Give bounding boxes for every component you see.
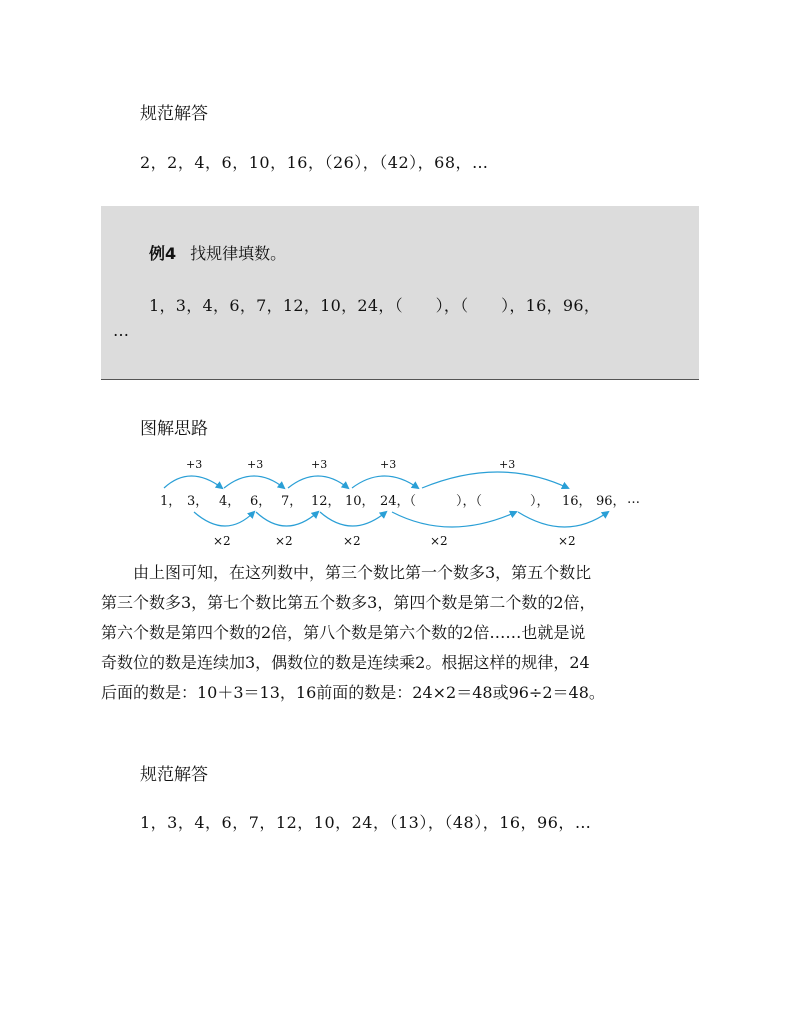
- answer-heading-1: 规范解答: [140, 104, 208, 124]
- plus-label-4: +3: [380, 458, 397, 471]
- explanation-line: 第六个数是第四个数的2倍，第八个数是第六个数的2倍……也就是说: [101, 623, 586, 642]
- example-label: 例4: [149, 244, 177, 263]
- answer-heading-2: 规范解答: [140, 765, 208, 785]
- times-arc-4: [392, 512, 516, 527]
- answer-sequence-1: 2，2，4，6，10，16，（26），（42），68，…: [140, 153, 489, 172]
- plus-arc-4: [352, 476, 418, 488]
- example-sequence-line2: …: [113, 321, 129, 340]
- diagram-num-24: 24，（: [380, 494, 417, 509]
- diagram-num-6: 6，: [250, 494, 272, 509]
- diagram-blank-close: ），: [530, 494, 550, 509]
- diagram-heading: 图解思路: [140, 419, 208, 439]
- plus-arc-3: [288, 476, 348, 488]
- times-arc-1: [194, 512, 254, 526]
- times-label-5: ×2: [558, 534, 576, 548]
- plus-label-2: +3: [247, 458, 264, 471]
- diagram-num-10: 10，: [345, 494, 375, 509]
- diagram-num-4: 4，: [219, 494, 241, 509]
- times-label-2: ×2: [275, 534, 293, 548]
- explanation-line: 第三个数多3，第七个数比第五个数多3，第四个数是第二个数的2倍，: [101, 593, 596, 612]
- diagram-ellipsis: …: [627, 492, 640, 507]
- plus-arc-5: [422, 472, 568, 488]
- explanation-line: 后面的数是：10＋3＝13，16前面的数是：24×2＝48或96÷2＝48。: [101, 683, 605, 702]
- times-label-3: ×2: [343, 534, 361, 548]
- diagram-num-16: 16，: [562, 494, 592, 509]
- example-sequence-line1: 1，3，4，6，7，12，10，24，（ ），（ ），16，96，: [149, 296, 601, 315]
- times-label-1: ×2: [213, 534, 231, 548]
- plus-arc-1: [164, 476, 222, 488]
- diagram-num-3: 3，: [187, 494, 209, 509]
- diagram-num-96: 96，: [596, 494, 626, 509]
- diagram-num-1: 1，: [160, 494, 182, 509]
- diagram-num-7: 7，: [281, 494, 303, 509]
- times-arc-3: [320, 512, 386, 526]
- times-arc-5: [518, 512, 608, 527]
- plus-label-3: +3: [311, 458, 328, 471]
- diagram-blank-gap: ），（: [456, 494, 483, 509]
- answer-sequence-2: 1，3，4，6，7，12，10，24，（13），（48），16，96，…: [140, 813, 592, 832]
- pattern-diagram: [0, 450, 800, 555]
- plus-label-5: +3: [499, 458, 516, 471]
- times-arc-2: [256, 512, 318, 526]
- diagram-num-12: 12，: [311, 494, 341, 509]
- example-instruction: 找规律填数。: [190, 244, 287, 263]
- times-label-4: ×2: [430, 534, 448, 548]
- plus-arc-2: [224, 476, 284, 488]
- example-title: [149, 241, 286, 264]
- explanation-paragraph: [101, 558, 701, 708]
- explanation-line: 由上图可知，在这列数中，第三个数比第一个数多3，第五个数比: [133, 563, 592, 582]
- explanation-line: 奇数位的数是连续加3，偶数位的数是连续乘2。根据这样的规律，24: [101, 653, 590, 672]
- example-box: [101, 206, 699, 380]
- plus-label-1: +3: [186, 458, 203, 471]
